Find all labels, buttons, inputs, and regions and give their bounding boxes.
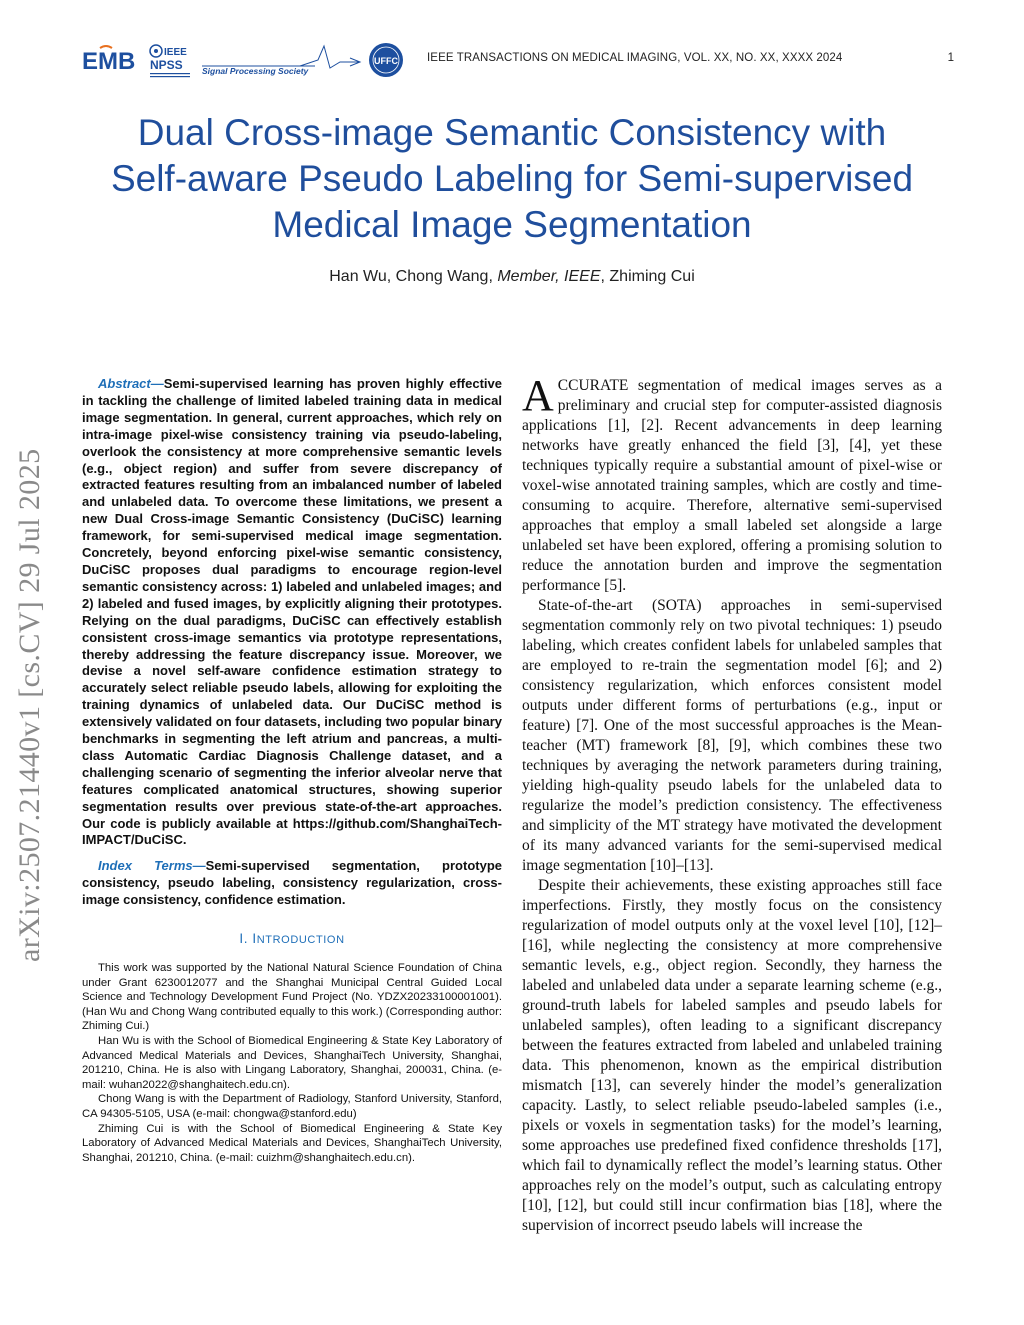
page-header [82,40,954,84]
npss-logo-line2: NPSS [150,58,183,72]
author-names: Han Wu, Chong Wang, [329,268,498,285]
uffc-logo-text: UFFC [374,56,398,66]
member-affiliation: Member, IEEE [497,268,601,285]
footnotes [82,961,502,1165]
emb-logo-text: EMB [82,48,136,75]
abstract-text: Semi-supervised learning has proven highly effective in tackling the challenge of limited labeled training data in medical image segmentation. In general, current approaches, which rely on intra-image pixel-wise consistency training via pseudo-labeling, overlook the consistency at more comprehensive semantic levels (e.g., object region) and suffer from severe discrepancy of extracted features resulting from an imbalanced number of labeled and unlabeled data. To overcome these limitations, we present a new Dual Cross-image Semantic Consistency (DuCiSC) learning framework, for semi-supervised medical image segmentation. Concretely, beyond enforcing pixel-wise semantic consistency, DuCiSC proposes dual paradigms to encourage region-level semantic consistency across: 1) labeled and unlabeled images; and 2) labeled and fused images, by explicitly aligning their prototypes. Relying on the dual paradigms, DuCiSC can effectively establish consistent cross-image semantics via prototype representations, thereby addressing the feature discrepancy issue. Moreover, we devise a novel self-aware confidence estimation strategy to accurately select reliable pseudo labels, allowing for exploiting the training dynamics of unlabeled data. Our DuCiSC method is extensively validated on four datasets, including two popular binary benchmarks in segmenting the left atrium and pancreas, a multi-class Automatic Cardiac Diagnosis Challenge dataset, and a challenging scenario of segmenting the inferior alveolar nerve that features complicated anatomical structures, showing superior segmentation results over previous state-of-the-art approaches. Our code is publicly available at https://github.com/ShanghaiTech-IMPACT/DuCiSC. [82,376,502,848]
uffc-logo-icon [368,42,404,78]
intro-paragraph-3: Despite their achievements, these existing approaches still face imperfections. Firstly, they mostly focus on the consistency regularization of model outputs only at the voxel level [10], [12]–[16], while neglecting the consistency at more comprehensive semantic levels, e.g., object region. Secondly, they harness the labeled and unlabeled data under a separate learning scheme (e.g., ground-truth labels for labeled samples and pseudo labels for unlabeled samples), often leading to a significant discrepancy between the features extracted from labeled and unlabeled training data. This phenomenon, known as the empirical distribution mismatch [13], can severely hinder the model’s generalization capacity. Lastly, to select reliable pseudo-labeled samples (i.e., pixels or voxels in segmentation tasks) for the model’s learning, some approaches use predefined fixed confidence thresholds [17], which fail to dynamically reflect the model’s learning status. Other approaches rely on the model’s output, such as calculating entropy [10], [12], but could still incur confirmation bias [18], where the supervision of incorrect pseudo labels will increase the [522,877,942,1234]
index-terms [82,858,502,909]
author-names-last: , Zhiming Cui [600,268,695,285]
footnote-author-3: Zhiming Cui is with the School of Biomedical Engineering & State Key Laboratory of Advanced Medical Materials and Devices, ShanghaiTech University, Shanghai, 201210, China. (e-mail: cuizhm@shanghaitech.edu.cn). [82,1122,502,1164]
journal-header: IEEE TRANSACTIONS ON MEDICAL IMAGING, VOL. XX, NO. XX, XXXX 2024 [427,52,843,64]
intro-paragraph-2: State-of-the-art (SOTA) approaches in semi-supervised segmentation commonly rely on two pivotal techniques: 1) pseudo labeling, which creates confident labels for unlabeled samples that are employed to re-train the segmentation model [6]; and 2) consistency regularization, which enforces consistent model outputs under different forms of perturbations (e.g., input or feature) [7]. One of the most successful approaches is the Mean-teacher (MT) framework [8], [9], which combines these two techniques by averaging the network parameters during training, yielding high-quality pseudo labels for the unlabeled data to regularize the model’s prediction consistency. The effectiveness and simplicity of the MT strategy have motivated the development of its many advanced variants for the semi-supervised medical image segmentation [10]–[13]. [522,597,942,874]
arxiv-identifier[interactable]: arXiv:2507.21440v1 [cs.CV] 29 Jul 2025 [13,448,46,962]
footnote-author-1: Han Wu is with the School of Biomedical Engineering & State Key Laboratory of Advanced Medical Materials and Devices, ShanghaiTech University, Shanghai, 201210, China. He is also with Lingang Laboratory, Shanghai, 200031, China. (e-mail: wuhan2022@shanghaitech.edu.cn). [82,1035,502,1091]
section-initial: I [252,931,257,947]
abstract [82,376,502,849]
right-column [522,371,942,1236]
intro-paragraph-1-text: CCURATE segmentation of medical images serves as a preliminary and crucial step for computer-assisted diagnosis applications [1], [2]. Recent advancements in deep learning networks have greatly enhanced the field [3], [4], yet these techniques typically require a substantial amount of pixel-wise or voxel-wise annotated training samples, which are costly and time-consuming to acquire. Therefore, alternative semi-supervised approaches that employ a small labeled set alongside a large unlabeled set have been explored, offering a promising solution to reduce the annotation burden and improve the segmentation performance [5]. [522,377,942,594]
abstract-label: Abstract— [98,376,164,391]
section-heading-introduction [82,931,502,946]
intro-paragraph-1 [522,371,942,596]
npss-logo-line1: IEEE [164,47,187,58]
footnote-funding: This work was supported by the National Natural Science Foundation of China under Grant 6230012077 and the Shanghai Municipal Central Guided Local Science and Technology Development Fund Project (No. YDZX20233100001001). (Han Wu and Chong Wang contributed equally to this work.) (Corresponding author: Zhiming Cui.) [82,962,502,1033]
sps-logo-text: Signal Processing Society [202,66,309,76]
npss-logo-icon [148,42,196,80]
section-title-rest: NTRODUCTION [256,934,345,947]
left-column [82,376,502,1165]
drop-cap: A [522,371,554,420]
author-list [110,268,914,286]
index-terms-label: Index Terms— [98,858,206,874]
footnote-author-2: Chong Wang is with the Department of Radiology, Stanford University, Stanford, CA 94305-5105, USA (e-mail: chongwa@stanford.edu) [82,1093,502,1121]
section-number: I. [239,931,253,947]
paper-title: Dual Cross-image Semantic Consistency with Self-aware Pseudo Labeling for Semi-supervised Medical Image Segmentation [110,112,914,245]
page-number: 1 [947,52,954,64]
index-terms-text: Semi-supervised segmentation, prototype consistency, pseudo labeling, consistency regularization, cross-image consistency, confidence estimation. [82,858,502,908]
signal-processing-society-logo-icon [200,42,440,80]
emb-logo-icon [82,44,140,76]
